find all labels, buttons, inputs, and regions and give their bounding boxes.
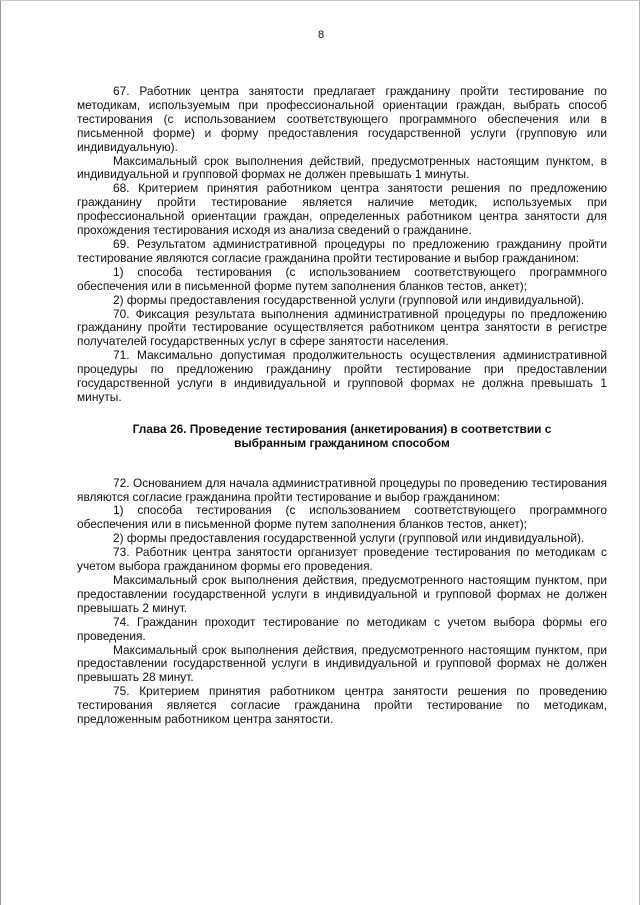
paragraph-67: 67. Работник центра занятости предлагает гражданину пройти тестирование по методикам, используемым при профессиональной ориентации граждан, выбрать способ тестирования (с использованием соответствующего программного обеспечения или в письменной форме) и форму предоставления государственной услуги (групповую или индивидуальную). <box>77 84 607 154</box>
page-number: 8 <box>317 29 325 41</box>
chapter-26-heading: Глава 26. Проведение тестирования (анкетирования) в соответствии с выбранным гражданином способом <box>132 421 552 450</box>
paragraph-71: 71. Максимально допустимая продолжительность осуществления административной процедуры по предложению гражданину пройти тестирование при предоставлении государственной услуги в индивидуальной и групповой формах не должна превышать 1 минуты. <box>77 348 607 404</box>
paragraph-67-deadline: Максимальный срок выполнения действий, предусмотренных настоящим пунктом, в индивидуальной и групповой формах не должен превышать 1 минуты. <box>77 153 607 182</box>
paragraph-72-item-2: 2) формы предоставления государственной услуги (групповой или индивидуальной). <box>113 531 585 546</box>
paragraph-74-deadline: Максимальный срок выполнения действия, предусмотренного настоящим пунктом, при предоставлении государственной услуги в индивидуальной и групповой формах не должен превышать 28 минут. <box>77 642 607 685</box>
paragraph-72-item-1: 1) способа тестирования (с использованием соответствующего программного обеспечения или в письменной форме путем заполнения бланков тестов, анкет); <box>77 503 607 532</box>
paragraph-72: 72. Основанием для начала административной процедуры по проведению тестирования являются согласие гражданина пройти тестирование и выбор гражданином: <box>77 475 607 504</box>
document-body <box>77 85 607 727</box>
paragraph-69: 69. Результатом административной процедуры по предложению гражданину пройти тестирование являются согласие гражданина пройти тестирование и выбор гражданином: <box>77 236 607 265</box>
paragraph-70: 70. Фиксация результата выполнения административной процедуры по предложению гражданину пройти тестирование осуществляется работником центра занятости в регистре получателей государственных услуг в сфере занятости населения. <box>77 306 607 349</box>
paragraph-75: 75. Критерием принятия работником центра занятости решения по проведению тестирования является согласие гражданина пройти тестирование по методикам, предложенным работником центра занятости. <box>77 684 607 727</box>
paragraph-73: 73. Работник центра занятости организует проведение тестирования по методикам с учетом выбора гражданином формы его проведения. <box>77 545 607 574</box>
paragraph-73-deadline: Максимальный срок выполнения действия, предусмотренного настоящим пунктом, при предоставлении государственной услуги в индивидуальной и групповой формах не должен превышать 2 минут. <box>77 573 607 615</box>
paragraph-68: 68. Критерием принятия работником центра занятости решения по предложению гражданину пройти тестирование является наличие методик, используемых при профессиональной ориентации граждан, определенных работником центра занятости для прохождения тестирования исходя из анализа сведений о гражданине. <box>77 181 607 238</box>
paragraph-69-item-1: 1) способа тестирования (с использованием соответствующего программного обеспечения или в письменной форме путем заполнения бланков тестов, анкет); <box>77 264 607 293</box>
paragraph-74: 74. Гражданин проходит тестирование по методикам с учетом выбора формы его проведения. <box>77 614 607 643</box>
paragraph-69-item-2: 2) формы предоставления государственной услуги (групповой или индивидуальной). <box>113 292 585 307</box>
